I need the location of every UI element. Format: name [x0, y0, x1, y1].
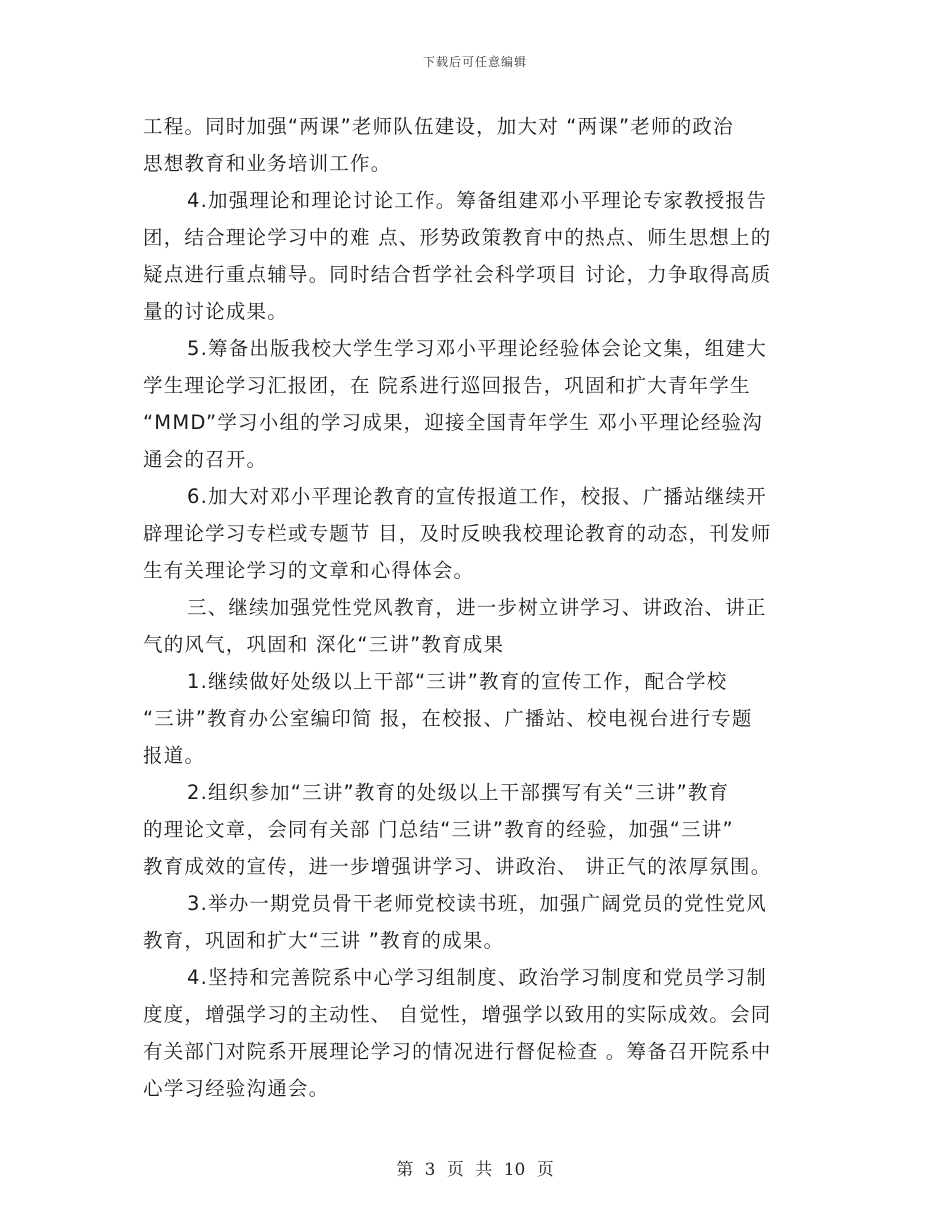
body-line: 4.坚持和完善院系中心学习组制度、政治学习制度和党员学习制 [187, 966, 767, 989]
body-line: 学生理论学习汇报团，在 院系进行巡回报告，巩固和扩大青年学生 [143, 374, 751, 397]
body-line: 通会的召开。 [143, 448, 268, 471]
body-line: 报道。 [143, 744, 206, 767]
body-line: 生有关理论学习的文章和心得体会。 [143, 559, 475, 582]
body-line: 6.加大对邓小平理论教育的宣传报道工作，校报、广播站继续开 [187, 485, 767, 508]
body-line: 工程。同时加强“两课”老师队伍建设，加大对 “两课”老师的政治 [143, 115, 734, 138]
section-heading-line: 气的风气，巩固和 深化“三讲”教育成果 [143, 633, 505, 656]
page-number: 第 3 页 共 10 页 [396, 1160, 554, 1180]
body-line: 团，结合理论学习中的难 点、形势政策教育中的热点、师生思想上的 [143, 226, 772, 249]
body-line: 的理论文章，会同有关部 门总结“三讲”教育的经验，加强“三讲” [143, 818, 734, 841]
body-line: 有关部门对院系开展理论学习的情况进行督促检查 。筹备召开院系中 [143, 1040, 772, 1063]
body-line: 3.举办一期党员骨干老师党校读书班，加强广阔党员的党性党风 [187, 892, 767, 915]
body-line: 心学习经验沟通会。 [143, 1077, 330, 1100]
page-header: 下载后可任意编辑 [422, 55, 527, 69]
body-line: 4.加强理论和理论讨论工作。筹备组建邓小平理论专家教授报告 [187, 189, 767, 212]
body-line: “MMD”学习小组的学习成果，迎接全国青年学生 邓小平理论经验沟 [143, 411, 763, 434]
body-line: 教育成效的宣传，进一步增强讲学习、讲政治、 讲正气的浓厚氛围。 [143, 855, 772, 878]
body-line: 量的讨论成果。 [143, 300, 288, 323]
body-line: 1.继续做好处级以上干部“三讲”教育的宣传工作，配合学校 [187, 670, 728, 693]
body-line: 2.组织参加“三讲”教育的处级以上干部撰写有关“三讲”教育 [187, 781, 730, 804]
body-line: “三讲”教育办公室编印简 报，在校报、广播站、校电视台进行专题 [143, 707, 753, 730]
body-line: 疑点进行重点辅导。同时结合哲学社会科学项目 讨论，力争取得高质 [143, 263, 772, 286]
body-line: 辟理论学习专栏或专题节 目，及时反映我校理论教育的动态，刊发师 [143, 522, 772, 545]
body-line: 度度，增强学习的主动性、 自觉性，增强学以致用的实际成效。会同 [143, 1003, 772, 1026]
body-line: 5.筹备出版我校大学生学习邓小平理论经验体会论文集，组建大 [187, 337, 767, 360]
section-heading-line: 三、继续加强党性党风教育，进一步树立讲学习、讲政治、讲正 [187, 596, 767, 619]
body-line: 教育，巩固和扩大“三讲 ”教育的成果。 [143, 929, 505, 952]
document-body [143, 108, 823, 1107]
body-line: 思想教育和业务培训工作。 [143, 152, 392, 175]
